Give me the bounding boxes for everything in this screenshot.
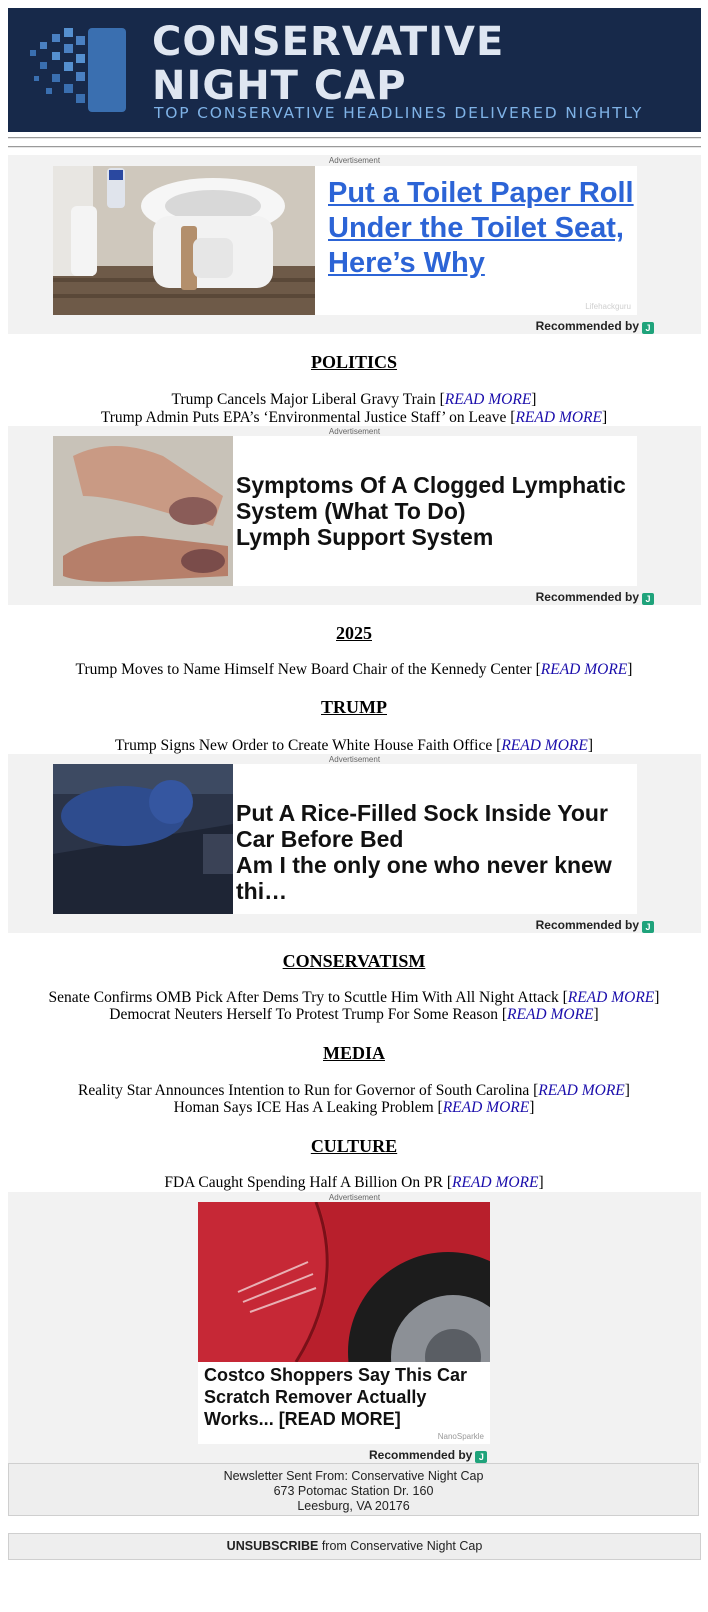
headline-text: Senate Confirms OMB Pick After Dems Try to Scuttle Him With All Night Attack xyxy=(48,989,559,1006)
ad-source: Lifehackguru xyxy=(585,302,631,311)
address-line-1: 673 Potomac Station Dr. 160 xyxy=(273,1484,434,1498)
read-more-link[interactable]: READ MORE xyxy=(540,661,628,678)
logo-title-line1: CONSERVATIVE xyxy=(152,19,505,65)
headline-item: Trump Admin Puts EPA’s ‘Environmental Justice Staff’ on Leave [READ MORE] xyxy=(100,409,608,426)
recommended-by-label: Recommended by xyxy=(535,918,639,932)
recommended-by-label: Recommended by xyxy=(369,1448,473,1462)
section-title-2025: 2025 xyxy=(336,623,372,643)
ad-headline[interactable]: Costco Shoppers Say This Car Scratch Remover Actually Works... [READ MORE] xyxy=(204,1365,468,1429)
headline-text: Trump Admin Puts EPA’s ‘Environmental Justice Staff’ on Leave xyxy=(100,409,507,426)
read-more-link[interactable]: READ MORE xyxy=(538,1082,625,1099)
ad-headline[interactable] xyxy=(236,800,637,904)
ad-label: Advertisement xyxy=(328,156,381,165)
headline-text: Trump Signs New Order to Create White House Faith Office xyxy=(115,737,493,754)
headline-text: Trump Moves to Name Himself New Board Chair of the Kennedy Center xyxy=(75,661,532,678)
ad-card-2[interactable] xyxy=(53,436,637,586)
ad-image-toilet xyxy=(53,166,315,315)
ad-card-3[interactable] xyxy=(53,764,637,914)
ad-card-4[interactable] xyxy=(198,1202,490,1444)
headline-item: FDA Caught Spending Half A Billion On PR [READ MORE] xyxy=(164,1174,544,1191)
unsubscribe-bar xyxy=(8,1533,701,1560)
section-title-conservatism: CONSERVATISM xyxy=(282,951,426,971)
headline-item: Democrat Neuters Herself To Protest Trump For Some Reason [READ MORE] xyxy=(109,1006,599,1023)
headline-item: Trump Cancels Major Liberal Gravy Train [READ MORE] xyxy=(171,391,537,408)
headline-text: FDA Caught Spending Half A Billion On PR xyxy=(164,1174,443,1191)
ad-unit-4 xyxy=(8,1192,701,1463)
divider xyxy=(8,137,701,139)
read-more-link[interactable]: READ MORE xyxy=(442,1099,530,1116)
headline-item: Reality Star Announces Intention to Run for Governor of South Carolina [READ MORE] xyxy=(78,1082,630,1099)
headline-item: Trump Signs New Order to Create White House Faith Office [READ MORE] xyxy=(115,737,593,754)
ad-sponsor: Lymph Support System xyxy=(236,524,494,550)
read-more-link[interactable]: READ MORE xyxy=(451,1174,539,1191)
headline-text: Democrat Neuters Herself To Protest Trump For Some Reason xyxy=(109,1006,498,1023)
ad-card-1[interactable] xyxy=(53,166,637,315)
read-more-link[interactable]: READ MORE xyxy=(444,391,532,408)
read-more-link[interactable]: READ MORE xyxy=(515,409,602,426)
ad-label: Advertisement xyxy=(328,755,381,764)
logo-tagline: TOP CONSERVATIVE HEADLINES DELIVERED NIGHTLY xyxy=(154,104,644,122)
ad-unit-3 xyxy=(8,754,701,933)
unsubscribe-suffix: from Conservative Night Cap xyxy=(318,1539,483,1553)
section-title-culture: CULTURE xyxy=(310,1136,398,1156)
headline-item: Homan Says ICE Has A Leaking Problem [READ MORE] xyxy=(173,1099,535,1116)
unsubscribe-link[interactable]: UNSUBSCRIBE xyxy=(226,1539,319,1553)
recommender-logo-icon: J xyxy=(642,593,654,605)
sent-from-text: Newsletter Sent From: Conservative Night Cap xyxy=(223,1469,484,1483)
recommended-by[interactable] xyxy=(536,918,654,933)
recommender-logo-icon: J xyxy=(642,322,654,334)
read-more-link[interactable]: READ MORE xyxy=(501,737,588,754)
recommender-logo-icon: J xyxy=(642,921,654,933)
ad-label: Advertisement xyxy=(328,1193,381,1202)
ad-label: Advertisement xyxy=(328,427,381,436)
recommender-logo-icon: J xyxy=(475,1451,487,1463)
headline-item: Senate Confirms OMB Pick After Dems Try to Scuttle Him With All Night Attack [READ MORE] xyxy=(48,989,660,1006)
ad-image-car xyxy=(198,1202,490,1362)
address-line-2: Leesburg, VA 20176 xyxy=(297,1499,410,1513)
headline-text: Trump Cancels Major Liberal Gravy Train xyxy=(171,391,436,408)
ad-source: NanoSparkle xyxy=(437,1432,484,1441)
recommended-by[interactable] xyxy=(536,590,654,605)
headline-item: Trump Moves to Name Himself New Board Chair of the Kennedy Center [READ MORE] xyxy=(75,661,633,678)
ad-sponsor: Am I the only one who never knew thi… xyxy=(236,852,612,904)
read-more-link[interactable]: READ MORE xyxy=(507,1006,594,1023)
ad-image-legs xyxy=(53,436,233,586)
headline-text: Reality Star Announces Intention to Run for Governor of South Carolina xyxy=(78,1082,530,1099)
pixel-logo-icon xyxy=(26,22,136,118)
section-title-media: MEDIA xyxy=(323,1043,385,1063)
divider xyxy=(8,146,701,148)
ad-title: Put A Rice-Filled Sock Inside Your Car Before Bed xyxy=(236,800,608,852)
newsletter-footer xyxy=(8,1463,699,1516)
ad-title: Symptoms Of A Clogged Lymphatic System (What To Do) xyxy=(236,472,626,524)
section-title-trump: TRUMP xyxy=(321,697,387,717)
ad-unit-1 xyxy=(8,155,701,334)
ad-headline[interactable] xyxy=(236,472,637,550)
ad-image-sock xyxy=(53,764,233,914)
headline-text: Homan Says ICE Has A Leaking Problem xyxy=(173,1099,434,1116)
read-more-link[interactable]: READ MORE xyxy=(567,989,655,1006)
recommended-by-label: Recommended by xyxy=(535,590,639,604)
recommended-by-label: Recommended by xyxy=(535,319,639,333)
section-title-politics: POLITICS xyxy=(310,352,398,372)
ad-headline-link[interactable]: Put a Toilet Paper Roll Under the Toilet Seat, Here’s Why xyxy=(328,177,634,279)
logo-title-line2: NIGHT CAP xyxy=(152,63,407,109)
recommended-by[interactable] xyxy=(369,1448,487,1463)
recommended-by[interactable] xyxy=(536,319,654,334)
ad-unit-2 xyxy=(8,426,701,605)
newsletter-banner[interactable] xyxy=(8,8,701,132)
